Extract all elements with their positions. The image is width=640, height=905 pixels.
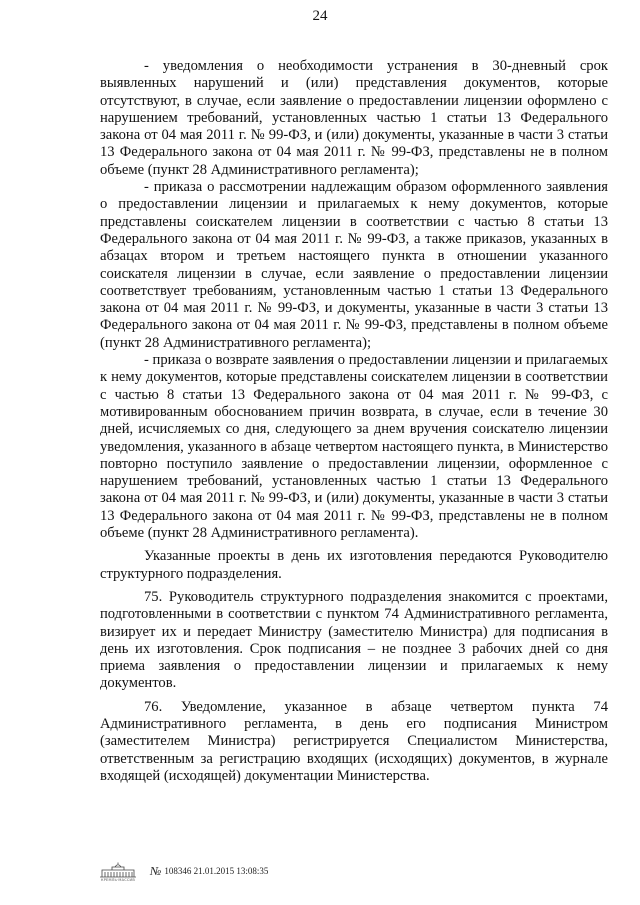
document-body <box>100 58 608 785</box>
number-sign: № <box>150 863 162 878</box>
registry-logo <box>96 860 140 882</box>
paragraph-clause-75: 75. Руководитель структурного подразделения знакомится с проектами, подготовленными в соответствии с пунктом 74 Административного регламента, визирует их и передает Министру (заместителю Министра) для подписания в день их изготовления. Срок подписания – не позднее 3 рабочих дней со дня приема заявления о предоставлении лицензии и прилагаемых к нему документов. <box>100 588 608 692</box>
paragraph-order-review-item: - приказа о рассмотрении надлежащим образом оформленного заявления о предоставлении лицензии и прилагаемых к нему документов, которые представлены соискателем лицензии в соответствии с частью 8 статьи 13 Федерального закона от 04 мая 2011 г. № 99-ФЗ, а также приказов, указанных в абзацах втором и третьем настоящего пункта в отношении указанного соискателя лицензии в случае, если заявление о предоставлении лицензии соответствует требованиям, установленным частью 1 статьи 13 Федерального закона от 04 мая 2011 г. № 99-ФЗ, и документы, указанные в части 3 статьи 13 Федерального закона от 04 мая 2011 г. № 99-ФЗ, представлены в полном объеме (пункт 28 Административного регламента); <box>100 179 608 351</box>
registration-stamp <box>150 864 268 879</box>
footer-stamp <box>96 860 268 882</box>
logo-caption: КРЕМЛЬ·МАССИВ <box>101 878 135 882</box>
page-number: 24 <box>312 8 328 24</box>
paragraph-order-return-item: - приказа о возврате заявления о предоставлении лицензии и прилагаемых к нему документов, которые представлены соискателем лицензии в соответствии с частью 8 статьи 13 Федерального закона от 04 мая 2011 г. № 99-ФЗ, с мотивированным обоснованием причин возврата, в случае, если в течение 30 дней, исчисляемых со дня, следующего за днем вручения соискателю лицензии уведомления, указанного в абзаце четвертом настоящего пункта, в Министерство повторно поступило заявление о предоставлении лицензии, оформленное с нарушением требований, установленных частью 1 статьи 13 Федерального закона от 04 мая 2011 г. № 99-ФЗ, и (или) документы, указанные в части 3 статьи 13 Федерального закона от 04 мая 2011 г. № 99-ФЗ, представлены не в полном объеме (пункт 28 Административного регламента). <box>100 352 608 542</box>
building-icon <box>98 862 138 878</box>
paragraph-drafts-transfer: Указанные проекты в день их изготовления передаются Руководителю структурного подразделения. <box>100 548 608 582</box>
paragraph-clause-76: 76. Уведомление, указанное в абзаце четвертом пункта 74 Административного регламента, в день его подписания Министром (заместителем Министра) регистрируется Специалистом Министерства, ответственным за регистрацию входящих (исходящих) документов, в журнале входящей (исходящей) документации Министерства. <box>100 698 608 784</box>
paragraph-notice-item: - уведомления о необходимости устранения в 30-дневный срок выявленных нарушений и (или) представления документов, которые отсутствуют, в случае, если заявление о предоставлении лицензии оформлено с нарушением требований, установленных частью 1 статьи 13 Федерального закона от 04 мая 2011 г. № 99-ФЗ, и (или) документы, указанные в части 3 статьи 13 Федерального закона от 04 мая 2011 г. № 99-ФЗ, представлены не в полном объеме (пункт 28 Административного регламента); <box>100 58 608 178</box>
registration-number-date: 108346 21.01.2015 13:08:35 <box>164 866 269 876</box>
